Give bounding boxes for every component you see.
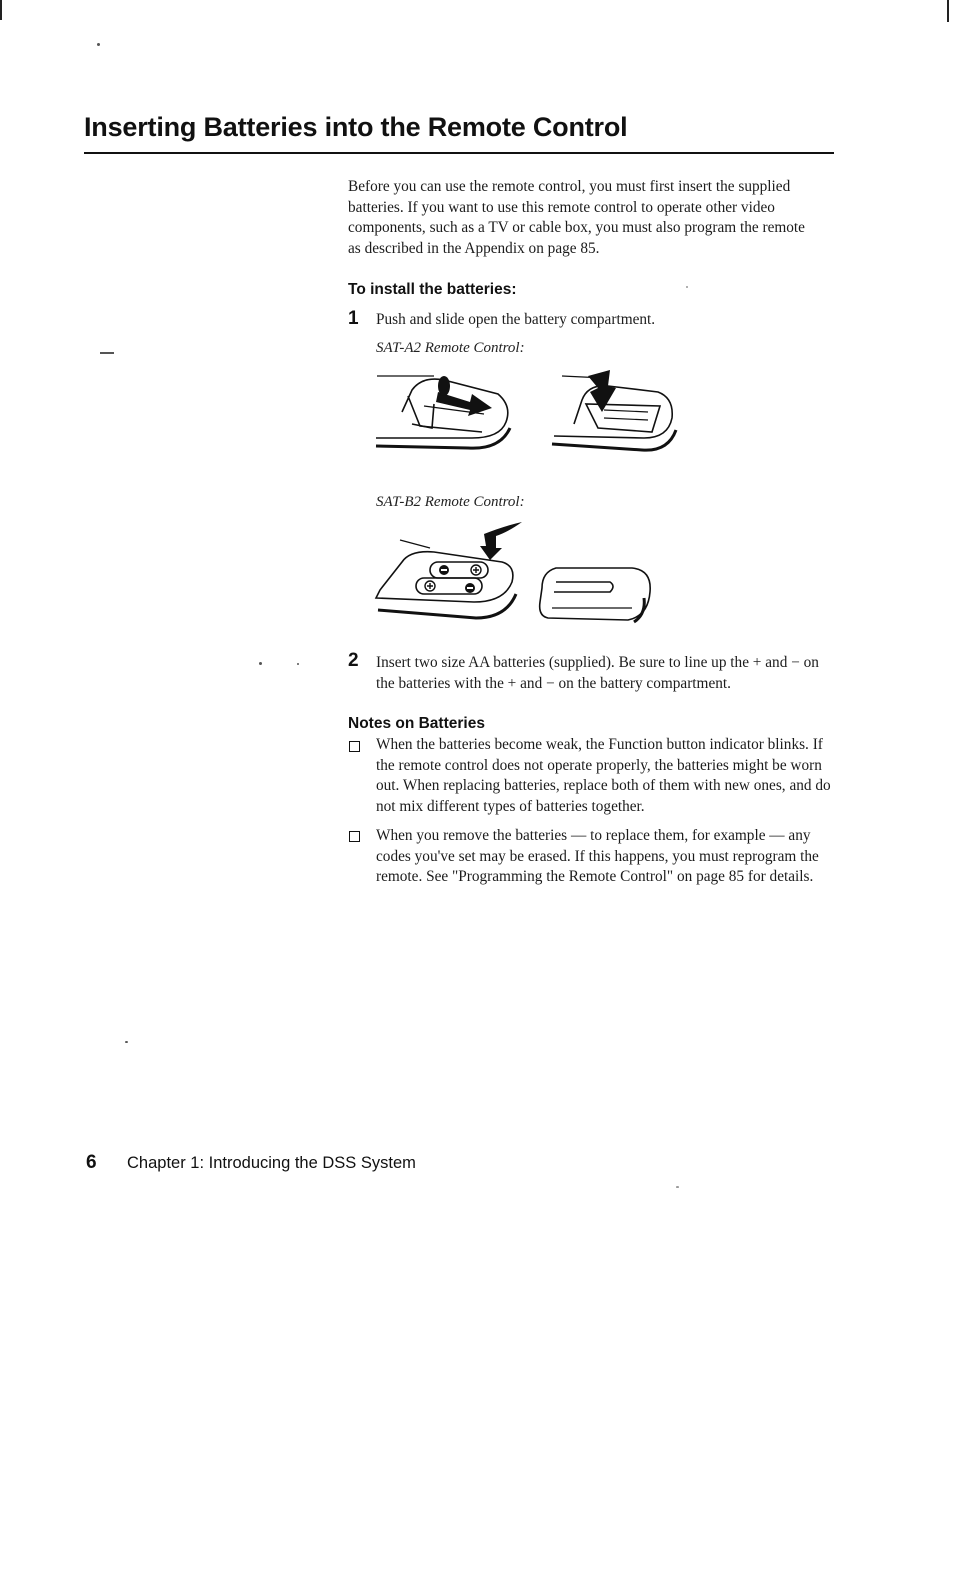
page-title: Inserting Batteries into the Remote Control <box>84 112 628 142</box>
footer-page-number: 6 <box>86 1152 97 1173</box>
step-number-2: 2 <box>348 650 359 671</box>
note-item-2: When you remove the batteries — to replace them, for example — any codes you've set may be erased. If this happens, you must reprogram the remote. See "Programming the Remote Control" on page 85 for details. <box>376 827 819 885</box>
footer-chapter-title: Chapter 1: Introducing the DSS System <box>127 1154 416 1172</box>
battery-arrow-icon <box>480 522 522 560</box>
remote-lift-open-drawing <box>552 376 676 450</box>
notes-heading: Notes on Batteries <box>348 715 485 732</box>
scan-speck <box>125 1041 128 1043</box>
slide-arrow-icon <box>436 376 492 416</box>
scan-speck <box>297 663 299 665</box>
note-item-1: When the batteries become weak, the Function button indicator blinks. If the remote control does not operate properly, the batteries might be worn out. When replacing batteries, replace both of them with new ones, and do not mix different types of batteries together. <box>376 736 831 815</box>
step-number-1: 1 <box>348 308 359 329</box>
lift-arrow-icon <box>588 370 616 412</box>
step-text-2: Insert two size AA batteries (supplied). Be sure to line up the + and − on the batteries with the + and − on the battery compartment. <box>376 654 819 692</box>
checkbox-bullet-icon <box>349 831 360 842</box>
scan-speck <box>100 352 114 354</box>
sat-b2-remote-illustration <box>372 522 658 630</box>
scan-edge-mark-right <box>947 0 949 22</box>
install-heading: To install the batteries: <box>348 281 517 298</box>
caption-sat-b2: SAT-B2 Remote Control: <box>376 494 525 510</box>
battery-polarity-marks <box>425 565 481 593</box>
intro-paragraph: Before you can use the remote control, you must first insert the supplied batteries. If you want to use this remote control to operate other video components, such as a TV or cable box, you must also program the remote as described in the Appendix on page 85. <box>348 178 805 257</box>
scan-speck <box>97 43 100 46</box>
scan-edge-mark-left <box>0 0 2 20</box>
scan-speck <box>259 662 262 665</box>
step-text-1: Push and slide open the battery compartment. <box>376 311 656 328</box>
scan-speck <box>676 1186 679 1188</box>
checkbox-bullet-icon <box>349 741 360 752</box>
caption-sat-a2: SAT-A2 Remote Control: <box>376 340 525 356</box>
sat-a2-remote-illustration <box>372 366 682 462</box>
remote-closed-drawing <box>540 568 651 622</box>
scan-speck <box>686 286 688 288</box>
title-underline <box>84 152 834 154</box>
